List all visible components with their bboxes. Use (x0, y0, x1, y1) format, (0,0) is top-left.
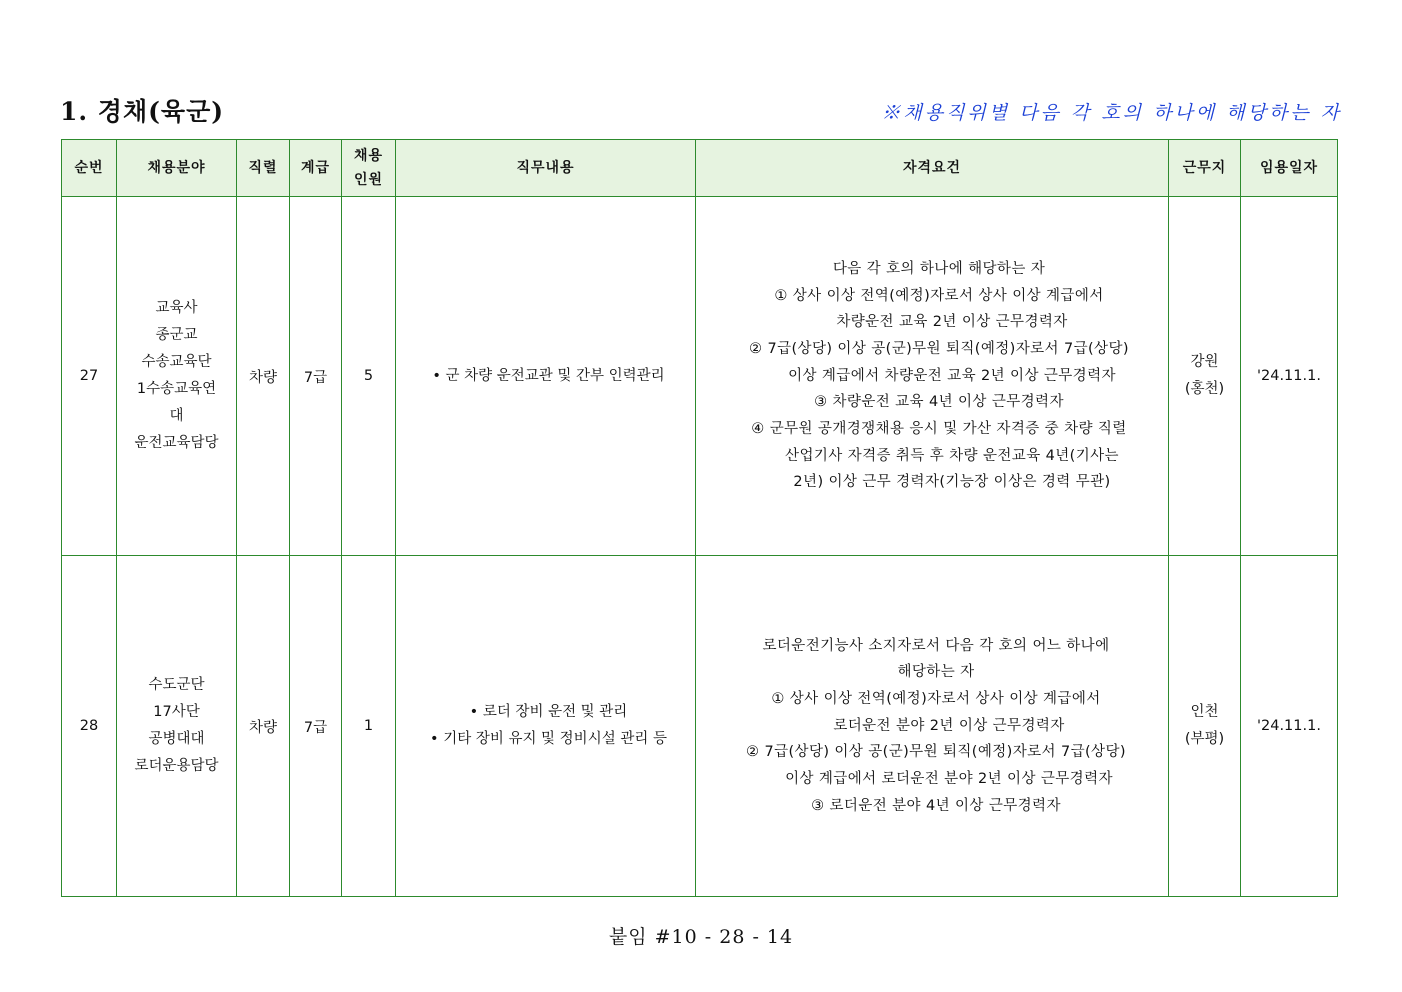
qualification-line: 해당하는 자 (897, 664, 975, 681)
header-headcount-line2: 인원 (353, 172, 384, 188)
cell-series: 차량 (237, 556, 290, 897)
qualification-line: ④ 군무원 공개경쟁채용 응시 및 가산 자격증 중 차량 직렬 (751, 421, 1127, 438)
header-location: 근무지 (1169, 140, 1241, 197)
duty-line: • 군 차량 운전교관 및 간부 인력관리 (432, 367, 665, 384)
header-field: 채용분야 (117, 140, 237, 197)
field-line: 교육사 (155, 300, 198, 316)
qualification-line: 로더운전기능사 소지자로서 다음 각 호의 어느 하나에 (762, 637, 1110, 654)
field-line: 수송교육단 (141, 354, 212, 370)
cell-field (117, 197, 237, 556)
cell-series: 차량 (237, 197, 290, 556)
cell-no: 28 (62, 556, 117, 897)
table-row (62, 197, 1338, 556)
qualification-line: 로더운전 분야 2년 이상 근무경력자 (833, 717, 1065, 734)
location-line: 인천 (1190, 704, 1219, 720)
field-line: 수도군단 (148, 677, 205, 693)
header-series: 직렬 (237, 140, 290, 197)
qualification-line: 다음 각 호의 하나에 해당하는 자 (832, 260, 1046, 277)
cell-duty (396, 556, 696, 897)
page-footer: 붙임 #10 - 28 - 14 (608, 926, 794, 948)
table-header-row (62, 140, 1338, 197)
cell-location (1169, 556, 1241, 897)
cell-duty (396, 197, 696, 556)
field-line: 운전교육담당 (134, 435, 219, 451)
header-no: 순번 (62, 140, 117, 197)
qualification-line: 2년) 이상 근무 경력자(기능장 이상은 경력 무관) (793, 474, 1111, 491)
qualification-line: ③ 로더운전 분야 4년 이상 근무경력자 (811, 797, 1061, 814)
recruitment-table (61, 139, 1338, 897)
qualification-line: ② 7급(상당) 이상 공(군)무원 퇴직(예정)자로서 7급(상당) (746, 744, 1126, 761)
header-headcount (342, 140, 396, 197)
qualification-line: ① 상사 이상 전역(예정)자로서 상사 이상 계급에서 (774, 287, 1104, 304)
field-line: 1수송교육연 (136, 381, 217, 397)
cell-grade: 7급 (290, 556, 342, 897)
cell-field (117, 556, 237, 897)
header-grade: 계급 (290, 140, 342, 197)
qualification-line: ① 상사 이상 전역(예정)자로서 상사 이상 계급에서 (771, 690, 1101, 707)
field-line: 공병대대 (148, 731, 205, 747)
qualification-line: 차량운전 교육 2년 이상 근무경력자 (836, 314, 1068, 331)
page-title: 1. 경채(육군) (60, 97, 225, 126)
qualification-line: ② 7급(상당) 이상 공(군)무원 퇴직(예정)자로서 7급(상당) (749, 340, 1129, 357)
location-line: (홍천) (1184, 381, 1225, 397)
header-headcount-line1: 채용 (353, 148, 384, 164)
cell-headcount: 1 (342, 556, 396, 897)
duty-line: • 기타 장비 유지 및 정비시설 관리 등 (430, 731, 667, 747)
qualification-line: 이상 계급에서 차량운전 교육 2년 이상 근무경력자 (788, 367, 1116, 384)
cell-grade: 7급 (290, 197, 342, 556)
cell-date: '24.11.1. (1241, 556, 1338, 897)
table-row (62, 556, 1338, 897)
field-line: 17사단 (153, 704, 200, 720)
header-note: ※채용직위별 다음 각 호의 하나에 해당하는 자 (881, 102, 1342, 124)
duty-line: • 로더 장비 운전 및 관리 (469, 704, 628, 720)
location-line: (부평) (1184, 731, 1225, 747)
header-duty: 직무내용 (396, 140, 696, 197)
field-line: 로더운용담당 (134, 758, 219, 774)
cell-no: 27 (62, 197, 117, 556)
cell-qualification (696, 197, 1169, 556)
cell-location (1169, 197, 1241, 556)
field-line: 대 (169, 408, 184, 424)
header-qualification: 자격요건 (696, 140, 1169, 197)
field-line: 종군교 (155, 327, 198, 343)
qualification-line: ③ 차량운전 교육 4년 이상 근무경력자 (814, 394, 1064, 411)
qualification-line: 산업기사 자격증 취득 후 차량 운전교육 4년(기사는 (785, 447, 1119, 464)
cell-qualification (696, 556, 1169, 897)
location-line: 강원 (1190, 354, 1219, 370)
header-date: 임용일자 (1241, 140, 1338, 197)
cell-date: '24.11.1. (1241, 197, 1338, 556)
cell-headcount: 5 (342, 197, 396, 556)
qualification-line: 이상 계급에서 로더운전 분야 2년 이상 근무경력자 (785, 771, 1113, 788)
